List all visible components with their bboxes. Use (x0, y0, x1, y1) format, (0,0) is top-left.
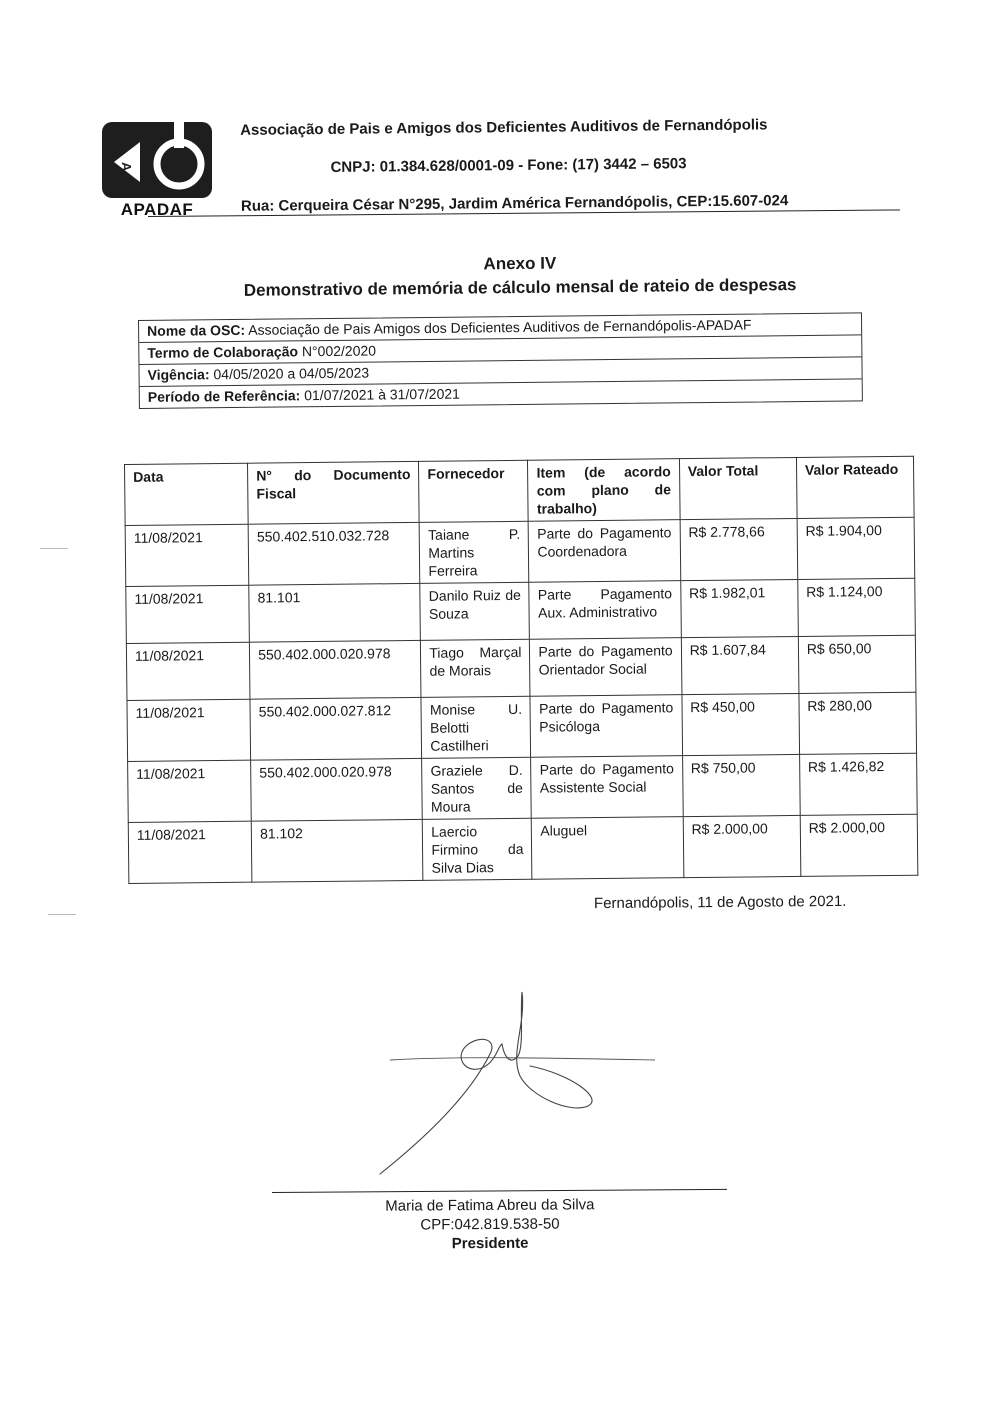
cell-valor-total: R$ 1.982,01 (680, 579, 798, 637)
vigencia-label: Vigência: (147, 366, 210, 383)
cell-fornecedor: Monise U. Belotti Castilheri (421, 696, 531, 758)
col-header-valor-rateado: Valor Rateado (796, 456, 914, 518)
osc-label: Nome da OSC: (147, 321, 246, 339)
org-header (230, 109, 910, 215)
handwritten-signature (370, 984, 670, 1184)
col-header-valor-total: Valor Total (679, 457, 797, 519)
periodo-label: Período de Referência: (147, 387, 301, 405)
cell-data: 11/08/2021 (128, 821, 252, 883)
col-header-documento: N° do Documento Fiscal (248, 461, 420, 524)
apadaf-logo (100, 120, 214, 220)
place-and-date: Fernandópolis, 11 de Agosto de 2021. (593, 892, 847, 913)
document-titles (120, 250, 920, 302)
scan-mark (40, 548, 68, 549)
cell-valor-rateado: R$ 1.904,00 (797, 517, 915, 579)
cell-data: 11/08/2021 (126, 642, 250, 700)
table-row (126, 578, 916, 643)
cell-valor-rateado: R$ 1.426,82 (799, 753, 917, 815)
cell-documento: 550.402.510.032.728 (248, 522, 420, 585)
table-row (126, 635, 916, 700)
org-cnpj-phone: CNPJ: 01.384.628/0001-09 - Fone: (17) 3442 – 6503 (330, 155, 687, 176)
document-subtitle: Demonstrativo de memória de cálculo mensal de rateio de despesas (243, 275, 797, 300)
logo-text: APADAF (120, 200, 194, 219)
col-header-item: Item (de acordo com plano de trabalho) (528, 459, 680, 522)
signatory-block (300, 1195, 680, 1255)
org-name: Associação de Pais e Amigos dos Deficientes Auditivos de Fernandópolis (240, 116, 768, 139)
col-header-fornecedor: Fornecedor (419, 460, 529, 522)
cell-documento: 550.402.000.020.978 (250, 640, 422, 699)
vigencia-value: 04/05/2020 a 04/05/2023 (213, 364, 370, 383)
cell-data: 11/08/2021 (128, 760, 252, 822)
cell-valor-rateado: R$ 650,00 (798, 635, 916, 693)
table-row (128, 753, 918, 822)
periodo-value: 01/07/2021 à 31/07/2021 (304, 385, 460, 404)
cell-item: Parte Pagamento Aux. Administrativo (529, 581, 681, 640)
cell-fornecedor: Laercio Firmino da Silva Dias (423, 818, 533, 880)
osc-info-box (138, 312, 863, 409)
table-row (128, 814, 918, 883)
cell-documento: 81.101 (249, 583, 421, 642)
cell-documento: 550.402.000.020.978 (251, 758, 423, 821)
signature-line (272, 1189, 727, 1193)
signatory-cpf: CPF:042.819.538-50 (420, 1215, 560, 1234)
cell-valor-rateado: R$ 2.000,00 (800, 814, 918, 876)
org-address: Rua: Cerqueira César N°295, Jardim América Fernandópolis, CEP:15.607-024 (240, 192, 789, 215)
logo-emblem-icon (100, 120, 214, 200)
expense-table-wrapper (124, 456, 918, 884)
signatory-role: Presidente (451, 1234, 529, 1253)
cell-item: Parte do Pagamento Orientador Social (530, 638, 682, 697)
expense-table (124, 456, 918, 884)
cell-valor-total: R$ 1.607,84 (681, 636, 799, 694)
cell-item: Parte do Pagamento Psicóloga (530, 695, 682, 758)
cell-documento: 81.102 (251, 819, 423, 882)
cell-valor-rateado: R$ 1.124,00 (798, 578, 916, 636)
cell-item: Parte do Pagamento Coordenadora (529, 520, 681, 583)
cell-valor-rateado: R$ 280,00 (799, 692, 917, 754)
cell-fornecedor: Taiane P. Martins Ferreira (419, 521, 529, 583)
termo-label: Termo de Colaboração (147, 343, 299, 361)
cell-valor-total: R$ 2.000,00 (683, 815, 801, 877)
osc-value: Associação de Pais Amigos dos Deficientes Auditivos de Fernandópolis-APADAF (248, 316, 752, 338)
signatory-name: Maria de Fatima Abreu da Silva (385, 1196, 595, 1215)
table-row (127, 692, 917, 761)
table-header-row (125, 456, 915, 525)
col-header-data: Data (125, 463, 249, 525)
termo-value: N°002/2020 (301, 342, 377, 360)
cell-valor-total: R$ 750,00 (682, 754, 800, 816)
scan-mark (48, 914, 76, 915)
cell-data: 11/08/2021 (127, 699, 251, 761)
cell-data: 11/08/2021 (126, 585, 250, 643)
cell-fornecedor: Tiago Marçal de Morais (421, 639, 531, 697)
cell-fornecedor: Graziele D. Santos de Moura (422, 757, 532, 819)
svg-text:A: A (119, 162, 134, 172)
table-row (125, 517, 915, 586)
cell-valor-total: R$ 450,00 (682, 693, 800, 755)
cell-data: 11/08/2021 (125, 524, 249, 586)
cell-item: Parte do Pagamento Assistente Social (531, 756, 683, 819)
cell-fornecedor: Danilo Ruiz de Souza (420, 582, 530, 640)
annex-title: Anexo IV (483, 253, 557, 274)
cell-item: Aluguel (532, 817, 684, 880)
cell-documento: 550.402.000.027.812 (250, 697, 422, 760)
cell-valor-total: R$ 2.778,66 (680, 518, 798, 580)
